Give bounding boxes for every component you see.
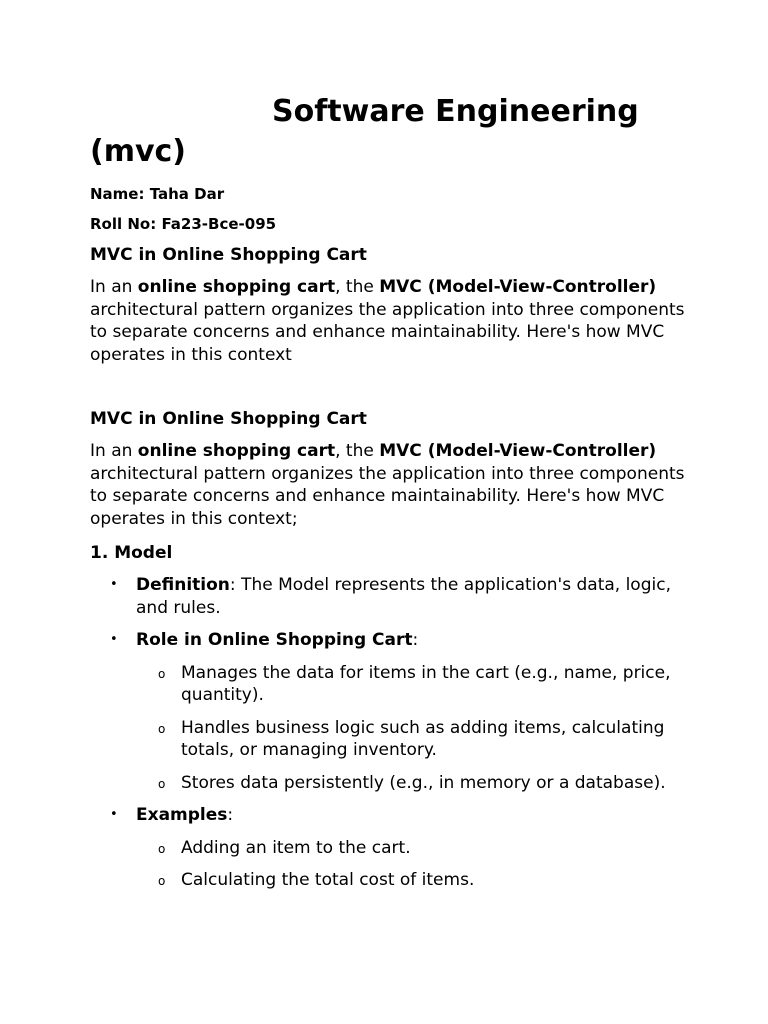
list-item: [136, 772, 688, 795]
list-item: [136, 662, 688, 707]
list-item-text: Calculating the total cost of items.: [181, 870, 475, 890]
title-line-2: (mvc): [90, 134, 187, 169]
model-heading: 1. Model: [90, 543, 173, 563]
paragraph-text: , the: [335, 277, 380, 297]
bullet-icon: •: [110, 577, 118, 592]
list-item: [136, 717, 688, 762]
circle-bullet-icon: o: [158, 874, 166, 888]
circle-bullet-icon: o: [158, 721, 166, 736]
spacer: [90, 366, 688, 408]
bold-term-shopping-cart: online shopping cart: [137, 441, 336, 461]
section-heading-2: MVC in Online Shopping Cart: [90, 409, 367, 429]
list-item-text: Handles business logic such as adding items, calculating totals, or managing inventory.: [181, 717, 665, 760]
circle-bullet-icon: o: [158, 841, 166, 856]
list-item-text: Adding an item to the cart.: [181, 837, 411, 858]
roll-number: Roll No: Fa23-Bce-095: [90, 215, 277, 233]
paragraph-text: architectural pattern organizes the application into three components to separate concerns and enhance maintainability. Here's how MVC operates in this context;: [90, 463, 685, 529]
list-item: [136, 869, 688, 892]
title-line-1: Software Engineering: [272, 94, 639, 129]
circle-bullet-icon: o: [158, 666, 166, 681]
role-label: Role in Online Shopping Cart: [136, 630, 413, 650]
circle-bullet-icon: o: [158, 776, 166, 791]
paragraph-text: , the: [335, 441, 380, 461]
list-item-text: Manages the data for items in the cart (e.g., name, price, quantity).: [181, 662, 671, 705]
role-suffix: :: [412, 630, 419, 650]
paragraph-text: In an: [90, 441, 138, 461]
examples-item: [90, 804, 688, 892]
role-sub-list: [136, 662, 688, 795]
bold-term-mvc: MVC (Model-View-Controller): [379, 277, 657, 297]
list-item-text: Stores data persistently (e.g., in memory or a database).: [181, 772, 666, 793]
role-item: [90, 629, 688, 794]
student-name: Name: Taha Dar: [90, 185, 225, 203]
definition-item: [90, 574, 688, 619]
paragraph-text: architectural pattern organizes the application into three components to separate concerns and enhance maintainability. Here's how MVC operates in this context: [90, 299, 685, 365]
intro-paragraph-1: [90, 276, 688, 366]
bullet-icon: •: [110, 632, 118, 647]
bold-term-mvc: MVC (Model-View-Controller): [379, 441, 657, 461]
model-bullet-list: [90, 574, 688, 892]
section-heading-1: MVC in Online Shopping Cart: [90, 245, 367, 265]
bold-term-shopping-cart: online shopping cart: [137, 277, 336, 297]
bullet-icon: •: [110, 807, 118, 822]
definition-label: Definition: [136, 575, 230, 595]
list-item: [136, 837, 688, 860]
document-title: [90, 92, 688, 172]
spacer: [90, 530, 688, 542]
examples-sub-list: [136, 837, 688, 892]
intro-paragraph-2: [90, 440, 688, 530]
paragraph-text: In an: [90, 277, 138, 297]
examples-label: Examples: [136, 805, 228, 825]
definition-text: : The Model represents the application's data, logic, and rules.: [136, 575, 671, 618]
examples-suffix: :: [227, 805, 234, 825]
